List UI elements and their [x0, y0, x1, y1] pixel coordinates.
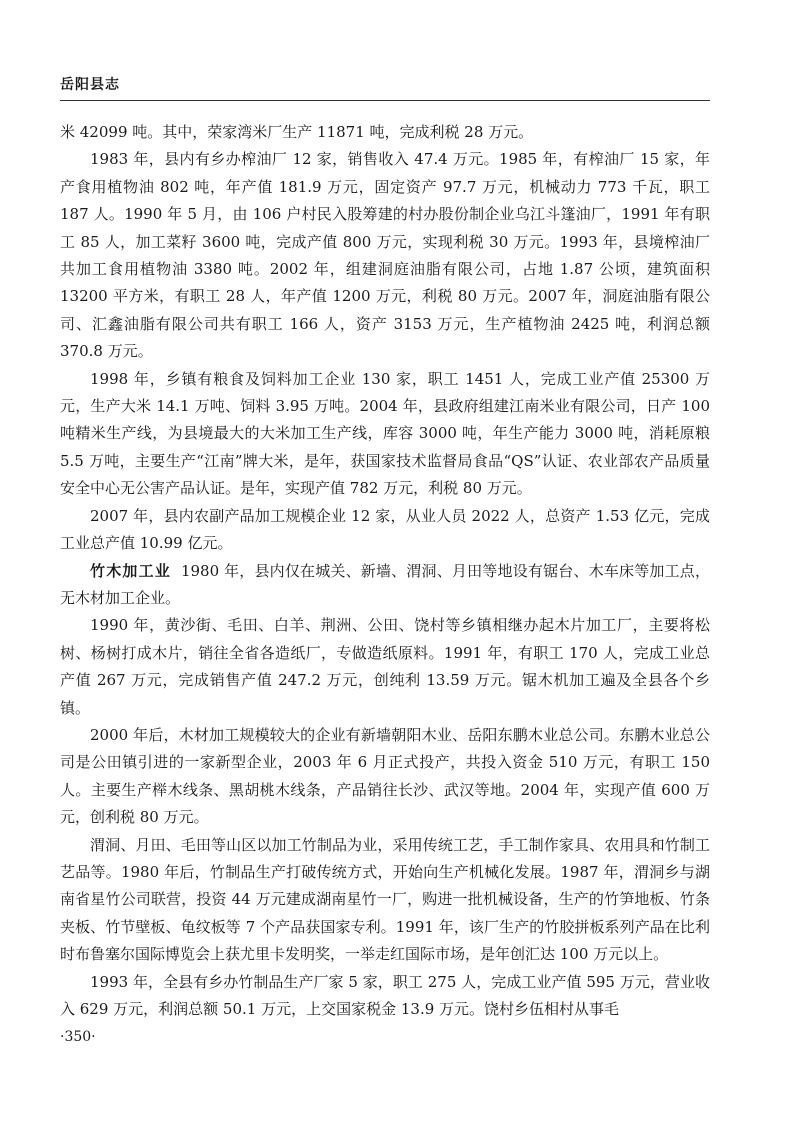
header-title: 岳阳县志	[60, 77, 120, 93]
paragraph: 1983 年，县内有乡办榨油厂 12 家，销售收入 47.4 万元。1985 年，有榨油厂 15 家，年产食用植物油 802 吨，年产值 181.9 万元，固定资产 97.7 万元，机械动力 773 千瓦，职工 187 人。1990 年 5 月，由 106 户村民入股筹建的村办股份制企业乌江斗篷油厂，1991 年有职工 85 人，加工菜籽 3600 吨，完成产值 800 万元，实现利税 30 万元。1993 年，县境榨油厂共加工食用植物油 3380 吨。2002 年，组建洞庭油脂有限公司，占地 1.87 公顷，建筑面积 13200 平方米，有职工 28 人，年产值 1200 万元，利税 80 万元。2007 年，洞庭油脂有限公司、汇鑫油脂有限公司共有职工 166 人，资产 3153 万元，生产植物油 2425 吨，利润总额 370.8 万元。	[60, 150, 710, 361]
section-paragraph	[60, 558, 710, 613]
section-text: 1980 年，县内仅在城关、新墙、渭洞、月田等地设有锯台、木车床等加工点，无木材加工企业。	[60, 561, 710, 607]
page-body	[60, 119, 710, 1023]
paragraph: 2000 年后，木材加工规模较大的企业有新墙朝阳木业、岳阳东鹏木业总公司。东鹏木业总公司是公田镇引进的一家新型企业，2003 年 6 月正式投产，共投入资金 510 万元，有职工 150 人。主要生产榉木线条、黑胡桃木线条，产品销往长沙、武汉等地。2004 年，实现产值 600 万元，创利税 80 万元。	[60, 725, 710, 827]
section-heading: 竹木加工业	[90, 561, 171, 580]
paragraph: 米 42099 吨。其中，荣家湾米厂生产 11871 吨，完成利税 28 万元。	[60, 123, 534, 141]
paragraph: 1993 年，全县有乡办竹制品生产厂家 5 家，职工 275 人，完成工业产值 595 万元，营业收入 629 万元，利润总额 50.1 万元，上交国家税金 13.9 万元。饶村乡伍相村从事毛	[60, 972, 710, 1018]
paragraph: 渭洞、月田、毛田等山区以加工竹制品为业，采用传统工艺，手工制作家具、农用具和竹制工艺品等。1980 年后，竹制品生产打破传统方式，开始向生产机械化发展。1987 年，渭洞乡与湖南省星竹公司联营，投资 44 万元建成湖南星竹一厂，购进一批机械设备，生产的竹笋地板、竹条夹板、竹节壁板、龟纹板等 7 个产品获国家专利。1991 年，该厂生产的竹胶拼板系列产品在比利时布鲁塞尔国际博览会上获尤里卡发明奖，一举走红国际市场，是年创汇达 100 万元以上。	[60, 835, 710, 964]
paragraph: 1990 年，黄沙街、毛田、白羊、荆洲、公田、饶村等乡镇相继办起木片加工厂，主要将松树、杨树打成木片，销往全省各造纸厂，专做造纸原料。1991 年，有职工 170 人，完成工业总产值 267 万元，完成销售产值 247.2 万元，创纯利 13.59 万元。锯木机加工遍及全县各个乡镇。	[60, 616, 710, 717]
header-divider	[60, 100, 710, 101]
paragraph: 2007 年，县内农副产品加工规模企业 12 家，从业人员 2022 人，总资产 1.53 亿元，完成工业总产值 10.99 亿元。	[60, 506, 710, 553]
paragraph: 1998 年，乡镇有粮食及饲料加工企业 130 家，职工 1451 人，完成工业产值 25300 万元，生产大米 14.1 万吨、饲料 3.95 万吨。2004 年，县政府组建江南米业有限公司，日产 100 吨精米生产线，为县境最大的大米加工生产线，库容 3000 吨，年生产能力 3000 吨，消耗原粮 5.5 万吨，主要生产“江南”牌大米，是年，获国家技术监督局食品“QS”认证、农业部农产品质量安全中心无公害产品认证。是年，实现产值 782 万元，利税 80 万元。	[60, 369, 710, 498]
page-number: ·350·	[60, 1029, 96, 1045]
